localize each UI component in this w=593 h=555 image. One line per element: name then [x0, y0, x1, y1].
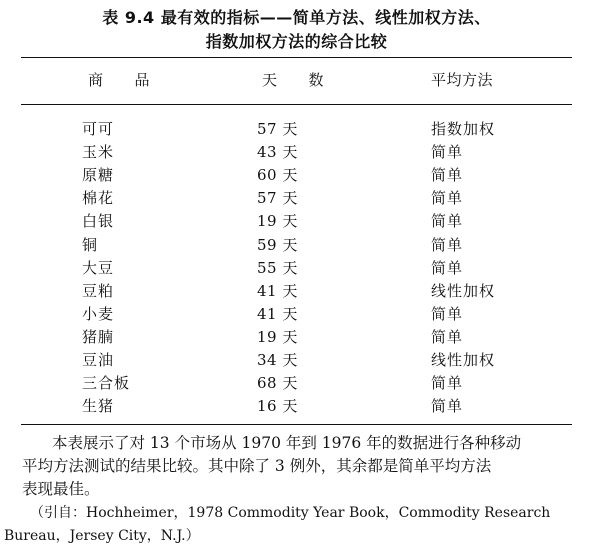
top-rule [21, 57, 572, 58]
row-method: 线性加权 [431, 351, 496, 369]
row-commodity: 白银 [82, 212, 115, 230]
row-days: 41 天 [257, 305, 298, 323]
row-commodity: 豆油 [82, 351, 115, 369]
row-commodity: 大豆 [82, 259, 115, 277]
row-method: 简单 [431, 189, 464, 207]
row-commodity: 猪腩 [82, 328, 115, 346]
row-days: 16 天 [257, 397, 298, 415]
row-days: 57 天 [257, 189, 298, 207]
row-method: 简单 [431, 212, 464, 230]
row-method: 简单 [431, 236, 464, 254]
source-line-2: Bureau，Jersey City，N.J.） [4, 528, 200, 544]
row-method: 简单 [431, 259, 464, 277]
note-line-2: 平均方法测试的结果比较。其中除了 3 例外，其余都是简单平均方法 [22, 457, 492, 475]
table-title-line-1: 表 9.4 最有效的指标——简单方法、线性加权方法、 [102, 8, 491, 27]
row-days: 55 天 [257, 259, 298, 277]
row-days: 60 天 [257, 166, 298, 184]
row-method: 指数加权 [431, 120, 496, 138]
row-days: 19 天 [257, 212, 298, 230]
header-days: 天 数 [262, 71, 325, 89]
row-commodity: 棉花 [82, 189, 115, 207]
row-method: 简单 [431, 328, 464, 346]
row-days: 19 天 [257, 328, 298, 346]
header-rule [21, 104, 572, 105]
row-commodity: 豆粕 [82, 282, 115, 300]
header-commodity: 商 品 [88, 71, 151, 89]
note-line-3: 表现最佳。 [22, 480, 100, 498]
row-commodity: 原糖 [82, 166, 115, 184]
row-days: 57 天 [257, 120, 298, 138]
row-days: 41 天 [257, 282, 298, 300]
header-method: 平均方法 [431, 71, 494, 89]
row-method: 简单 [431, 143, 464, 161]
row-commodity: 生猪 [82, 397, 115, 415]
row-method: 简单 [431, 166, 464, 184]
note-line-1: 本表展示了对 13 个市场从 1970 年到 1976 年的数据进行各种移动 [52, 434, 522, 452]
row-days: 43 天 [257, 143, 298, 161]
bottom-rule [21, 424, 572, 425]
row-method: 简单 [431, 374, 464, 392]
row-method: 线性加权 [431, 282, 496, 300]
row-commodity: 小麦 [82, 305, 115, 323]
row-method: 简单 [431, 397, 464, 415]
source-line-1: （引自：Hochheimer，1978 Commodity Year Book，Commodity Research [30, 505, 551, 521]
row-days: 59 天 [257, 236, 298, 254]
row-days: 68 天 [257, 374, 298, 392]
row-commodity: 铜 [82, 236, 99, 254]
row-commodity: 可可 [82, 120, 115, 138]
row-commodity: 三合板 [82, 374, 131, 392]
table-title-line-2: 指数加权方法的综合比较 [205, 32, 388, 51]
row-commodity: 玉米 [82, 143, 115, 161]
row-method: 简单 [431, 305, 464, 323]
row-days: 34 天 [257, 351, 298, 369]
